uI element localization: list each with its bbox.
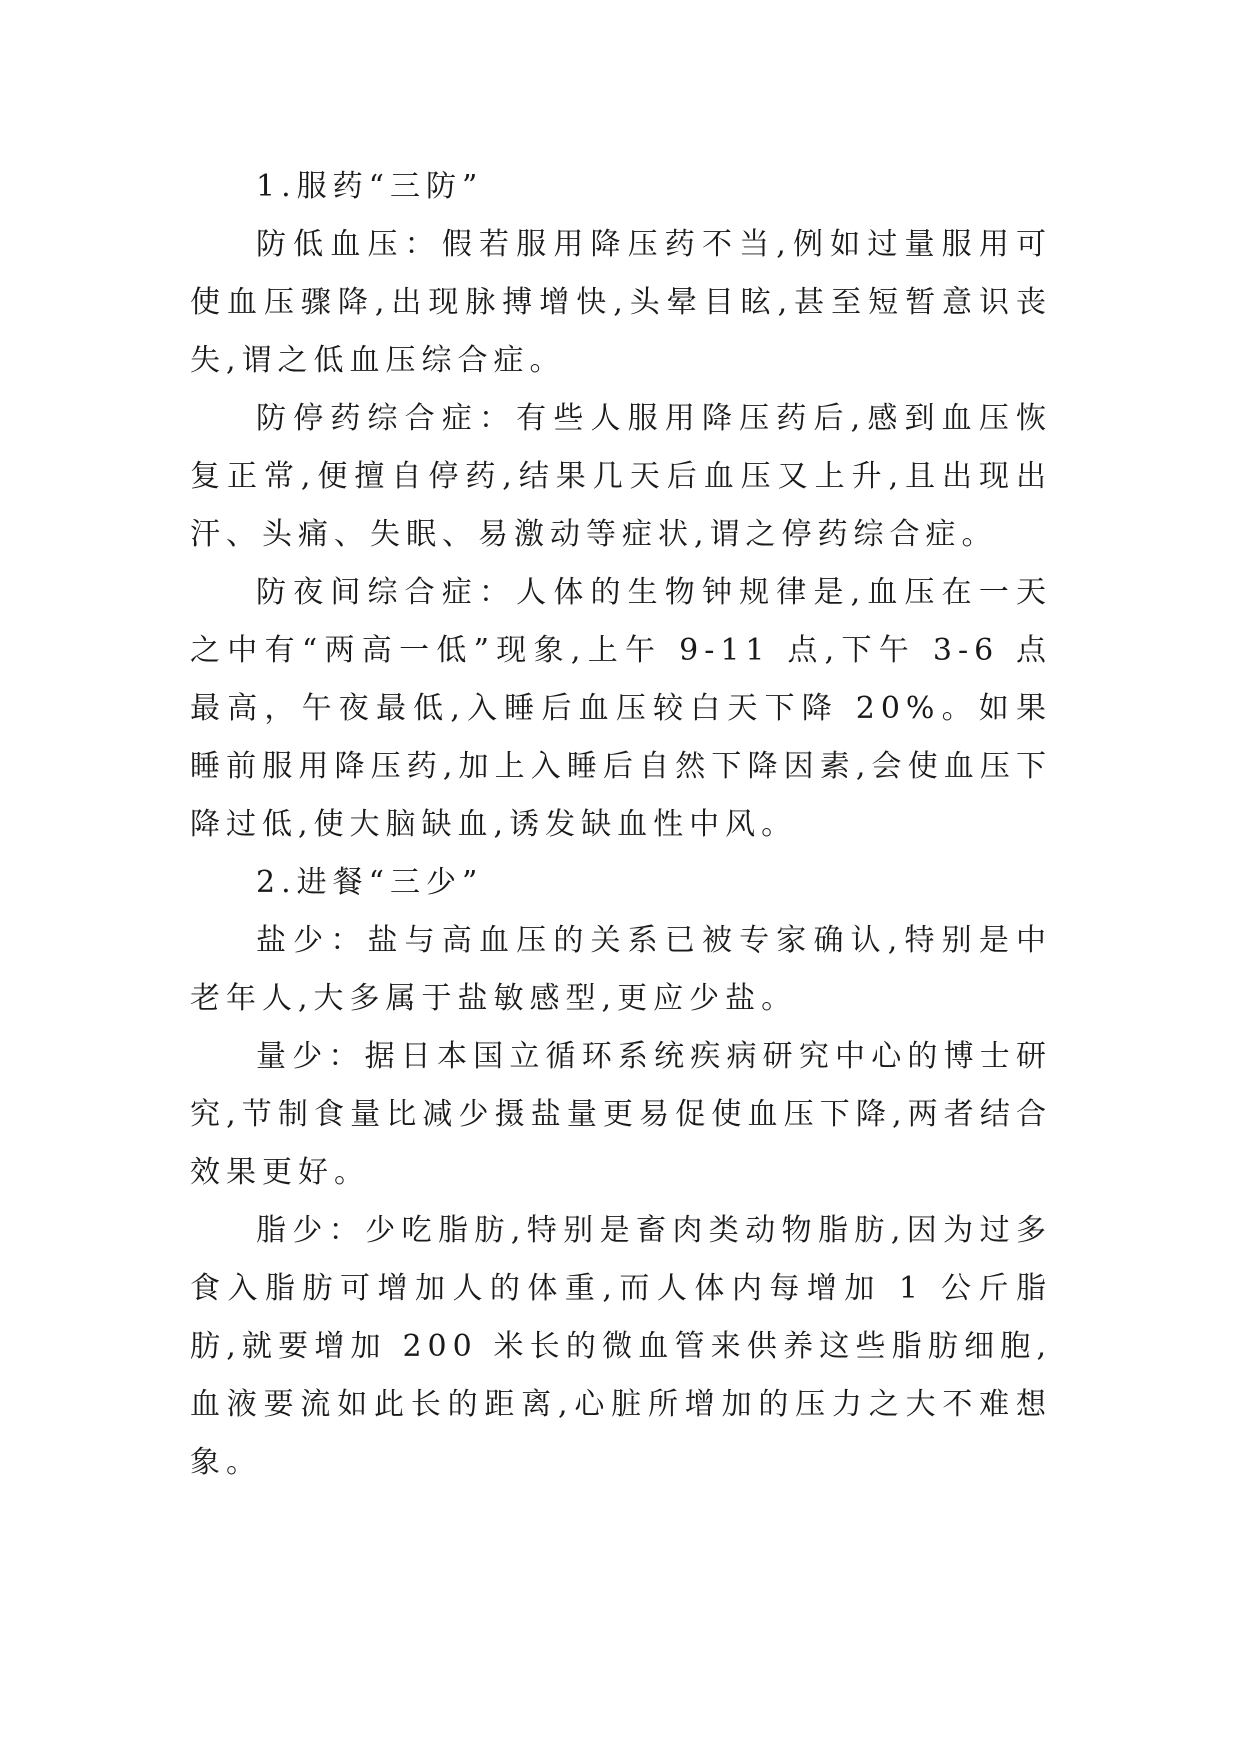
paragraph-less-fat: 脂少：少吃脂肪,特别是畜肉类动物脂肪,因为过多食入脂肪可增加人的体重,而人体内每增加 1 公斤脂肪,就要增加 200 米长的微血管来供养这些脂肪细胞,血液要流如此长的距离,心脏所增加的压力之大不难想象。	[190, 1213, 1052, 1480]
document-page	[190, 158, 1052, 1492]
paragraph-less-salt: 盐少：盐与高血压的关系已被专家确认,特别是中老年人,大多属于盐敏感型,更应少盐。	[190, 923, 1052, 1016]
heading-medication-three-precautions: 1.服药“三防”	[256, 169, 484, 204]
paragraph-prevent-low-blood-pressure: 防低血压：假若服用降压药不当,例如过量服用可使血压骤降,出现脉搏增快,头晕目眩,甚至短暂意识丧失,谓之低血压综合症。	[190, 227, 1052, 378]
heading-meals-three-less: 2.进餐“三少”	[256, 865, 484, 900]
paragraph-prevent-nighttime-syndrome: 防夜间综合症：人体的生物钟规律是,血压在一天之中有“两高一低”现象,上午 9-11 点,下午 3-6 点最高，午夜最低,入睡后血压较白天下降 20%。如果睡前服用降压药,加上入睡后自然下降因素,会使血压下降过低,使大脑缺血,诱发缺血性中风。	[190, 575, 1052, 842]
paragraph-less-food: 量少：据日本国立循环系统疾病研究中心的博士研究,节制食量比减少摄盐量更易促使血压下降,两者结合效果更好。	[190, 1039, 1052, 1190]
paragraph-prevent-withdrawal-syndrome: 防停药综合症：有些人服用降压药后,感到血压恢复正常,便擅自停药,结果几天后血压又上升,且出现出汗、头痛、失眠、易激动等症状,谓之停药综合症。	[190, 401, 1052, 552]
